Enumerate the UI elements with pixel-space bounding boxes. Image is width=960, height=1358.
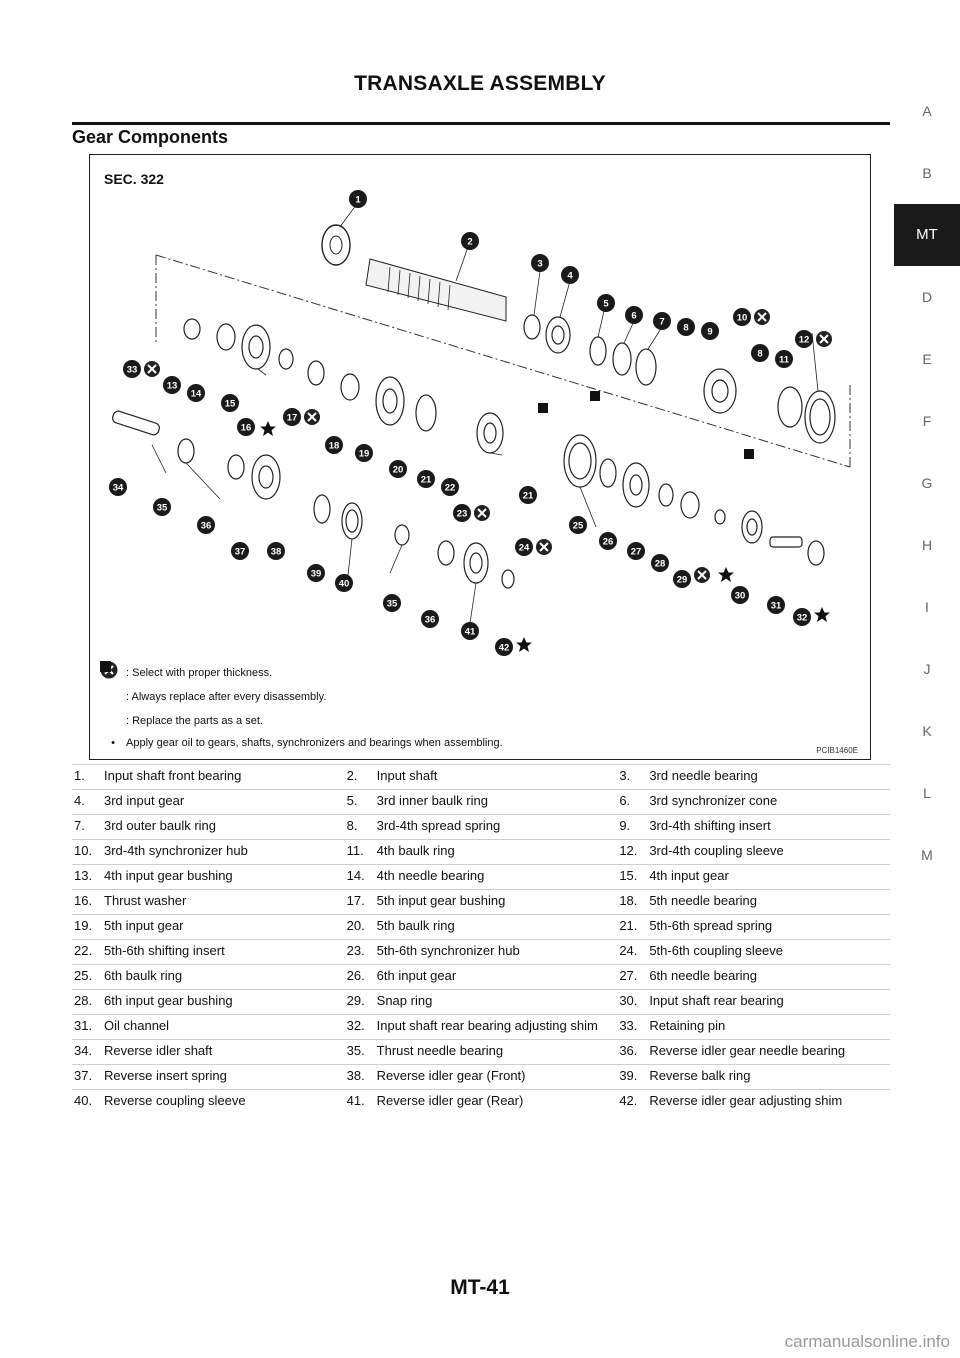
index-tab[interactable]: B <box>922 165 932 181</box>
callout-8b <box>751 344 769 362</box>
index-tab[interactable]: A <box>922 103 932 119</box>
part-name: Snap ring <box>376 993 433 1008</box>
part-name: Input shaft rear bearing adjusting shim <box>376 1018 598 1033</box>
table-cell <box>72 890 345 915</box>
callout-35b <box>383 594 401 612</box>
callout-14 <box>187 384 205 402</box>
callout-30 <box>731 586 749 604</box>
part-number: 8. <box>346 818 358 833</box>
part-number: 15. <box>619 868 638 883</box>
svg-text:12: 12 <box>798 334 810 346</box>
svg-text:24: 24 <box>518 542 530 554</box>
table-row <box>72 790 890 815</box>
callout-1 <box>349 190 367 208</box>
part-number: 28. <box>74 993 93 1008</box>
svg-text:21: 21 <box>522 490 534 502</box>
svg-text:1: 1 <box>355 194 361 206</box>
part-name: 3rd outer baulk ring <box>104 818 217 833</box>
table-cell <box>72 990 345 1015</box>
callout-15 <box>221 394 239 412</box>
part-number: 7. <box>74 818 85 833</box>
part-name: 4th baulk ring <box>376 843 455 858</box>
part-name: Reverse insert spring <box>104 1068 227 1083</box>
part-name: 4th input gear bushing <box>104 868 233 883</box>
legend-text: : Select with proper thickness. <box>126 667 273 679</box>
callout-16 <box>237 418 255 436</box>
table-cell <box>617 765 890 790</box>
table-cell <box>345 1090 618 1115</box>
section-title: Gear Components <box>72 127 229 147</box>
table-row <box>72 965 890 990</box>
svg-text:31: 31 <box>770 600 782 612</box>
svg-text:38: 38 <box>270 546 282 558</box>
part-number: 38. <box>346 1068 365 1083</box>
svg-text:25: 25 <box>572 520 584 532</box>
table-cell <box>617 840 890 865</box>
callout-21 <box>417 470 435 488</box>
part-number: 2. <box>346 768 358 783</box>
part-number: 36. <box>619 1043 638 1058</box>
page-title: TRANSAXLE ASSEMBLY <box>354 72 606 95</box>
part-number: 20. <box>346 918 365 933</box>
callout-26 <box>599 532 617 550</box>
part-name: 6th input gear <box>376 968 457 983</box>
part-name: 5th needle bearing <box>649 893 758 908</box>
part-name: 6th needle bearing <box>649 968 758 983</box>
part-name: Input shaft rear bearing <box>649 993 784 1008</box>
table-cell <box>72 940 345 965</box>
part-name: Thrust needle bearing <box>376 1043 504 1058</box>
svg-text:5: 5 <box>603 298 609 310</box>
svg-text:7: 7 <box>659 316 665 328</box>
table-cell <box>617 1090 890 1115</box>
callout-12 <box>795 330 813 348</box>
table-row <box>72 990 890 1015</box>
svg-text:20: 20 <box>392 464 404 476</box>
part-name: 3rd inner baulk ring <box>376 793 488 808</box>
table-cell <box>345 965 618 990</box>
bullet-icon: • <box>111 737 115 749</box>
svg-text:36: 36 <box>200 520 212 532</box>
callout-21b <box>519 486 537 504</box>
callout-34 <box>109 478 127 496</box>
callout-18 <box>325 436 343 454</box>
table-cell <box>345 915 618 940</box>
callout-25 <box>569 516 587 534</box>
svg-text:35: 35 <box>386 598 398 610</box>
svg-text:34: 34 <box>112 482 124 494</box>
callout-36 <box>197 516 215 534</box>
svg-text:17: 17 <box>286 412 298 424</box>
svg-text:41: 41 <box>464 626 476 638</box>
table-cell <box>72 815 345 840</box>
index-tab-active[interactable]: MT <box>894 204 960 266</box>
legend-row <box>100 661 800 685</box>
callout-6 <box>625 306 643 324</box>
assembly-note: Apply gear oil to gears, shafts, synchronizers and bearings when assembling. <box>126 737 503 749</box>
svg-text:19: 19 <box>358 448 370 460</box>
part-name: 6th baulk ring <box>104 968 183 983</box>
part-name: Reverse idler gear (Rear) <box>376 1093 524 1108</box>
table-cell <box>345 1015 618 1040</box>
table-cell <box>617 940 890 965</box>
part-number: 42. <box>619 1093 638 1108</box>
svg-text:4: 4 <box>567 270 573 282</box>
part-number: 16. <box>74 893 93 908</box>
part-name: 4th input gear <box>649 868 729 883</box>
part-name: 5th-6th spread spring <box>649 918 773 933</box>
svg-text:30: 30 <box>734 590 746 602</box>
svg-text:21: 21 <box>420 474 432 486</box>
figure-code: PCIB1460E <box>816 746 858 755</box>
callout-23 <box>453 504 471 522</box>
callout-3 <box>531 254 549 272</box>
part-name: Reverse idler gear adjusting shim <box>649 1093 843 1108</box>
callout-37 <box>231 542 249 560</box>
callout-5 <box>597 294 615 312</box>
index-tab[interactable]: K <box>922 723 932 739</box>
callout-33 <box>123 360 141 378</box>
legend-row <box>100 709 800 733</box>
part-number: 24. <box>619 943 638 958</box>
table-cell <box>617 1040 890 1065</box>
header-divider <box>72 122 890 125</box>
parts-list-table <box>72 764 890 1114</box>
part-number: 1. <box>74 768 85 783</box>
part-number: 19. <box>74 918 93 933</box>
svg-text:40: 40 <box>338 578 350 590</box>
callout-13 <box>163 376 181 394</box>
part-name: 6th input gear bushing <box>104 993 233 1008</box>
callout-38 <box>267 542 285 560</box>
table-cell <box>345 940 618 965</box>
callout-20 <box>389 460 407 478</box>
svg-text:35: 35 <box>156 502 168 514</box>
part-number: 31. <box>74 1018 93 1033</box>
table-cell <box>72 915 345 940</box>
table-cell <box>617 915 890 940</box>
callout-32 <box>793 608 811 626</box>
exploded-diagram <box>89 154 871 760</box>
part-name: 3rd-4th shifting insert <box>649 818 771 833</box>
part-number: 26. <box>346 968 365 983</box>
callout-7 <box>653 312 671 330</box>
part-number: 4. <box>74 793 85 808</box>
part-name: Retaining pin <box>649 1018 726 1033</box>
table-row <box>72 915 890 940</box>
callout-42 <box>495 638 513 656</box>
table-row <box>72 890 890 915</box>
index-tab[interactable]: J <box>923 661 931 677</box>
table-cell <box>345 865 618 890</box>
part-name: Reverse idler gear (Front) <box>376 1068 526 1083</box>
callout-28 <box>651 554 669 572</box>
part-number: 37. <box>74 1068 93 1083</box>
part-number: 41. <box>346 1093 365 1108</box>
table-cell <box>72 1040 345 1065</box>
callout-17 <box>283 408 301 426</box>
svg-text:11: 11 <box>778 354 790 366</box>
legend-note <box>100 733 800 753</box>
part-name: 5th-6th synchronizer hub <box>376 943 520 958</box>
callout-8 <box>677 318 695 336</box>
part-name: 5th baulk ring <box>376 918 455 933</box>
svg-text:8: 8 <box>683 322 689 334</box>
part-number: 14. <box>346 868 365 883</box>
part-name: 3rd-4th spread spring <box>376 818 501 833</box>
svg-text:42: 42 <box>498 642 510 654</box>
table-cell <box>72 790 345 815</box>
table-cell <box>72 1090 345 1115</box>
watermark-text: carmanualsonline.info <box>784 1332 950 1351</box>
table-cell <box>617 1015 890 1040</box>
table-row <box>72 815 890 840</box>
part-number: 27. <box>619 968 638 983</box>
table-cell <box>345 890 618 915</box>
table-row <box>72 840 890 865</box>
part-name: 3rd-4th synchronizer hub <box>104 843 248 858</box>
table-cell <box>72 1015 345 1040</box>
table-cell <box>72 765 345 790</box>
part-name: 3rd needle bearing <box>649 768 758 783</box>
svg-text:9: 9 <box>707 326 713 338</box>
table-cell <box>617 790 890 815</box>
part-name: Input shaft front bearing <box>104 768 242 783</box>
table-cell <box>345 1040 618 1065</box>
index-tab[interactable]: L <box>923 785 931 801</box>
part-name: Reverse idler gear needle bearing <box>649 1043 846 1058</box>
svg-text:22: 22 <box>444 482 456 494</box>
svg-text:32: 32 <box>796 612 808 624</box>
callout-22 <box>441 478 459 496</box>
callout-24 <box>515 538 533 556</box>
part-number: 25. <box>74 968 93 983</box>
diagram-legend <box>100 661 800 753</box>
part-name: Thrust washer <box>104 893 187 908</box>
part-name: 4th needle bearing <box>376 868 485 883</box>
part-number: 23. <box>346 943 365 958</box>
part-name: Reverse coupling sleeve <box>104 1093 246 1108</box>
part-number: 39. <box>619 1068 638 1083</box>
upper-gear-train-drawing <box>524 312 835 443</box>
part-number: 13. <box>74 868 93 883</box>
svg-text:13: 13 <box>166 380 178 392</box>
callout-29 <box>673 570 691 588</box>
svg-text:15: 15 <box>224 398 236 410</box>
index-tab[interactable]: M <box>921 847 933 863</box>
table-cell <box>345 1065 618 1090</box>
table-cell <box>617 815 890 840</box>
svg-text:10: 10 <box>736 312 748 324</box>
part-number: 30. <box>619 993 638 1008</box>
callout-27 <box>627 542 645 560</box>
part-name: 5th-6th coupling sleeve <box>649 943 784 958</box>
callout-40 <box>335 574 353 592</box>
callout-9 <box>701 322 719 340</box>
part-name: 5th-6th shifting insert <box>104 943 225 958</box>
table-cell <box>345 990 618 1015</box>
index-tab[interactable]: F <box>922 413 932 429</box>
part-number: 17. <box>346 893 365 908</box>
svg-text:6: 6 <box>631 310 637 322</box>
callout-2 <box>461 232 479 250</box>
part-name: 3rd-4th coupling sleeve <box>649 843 784 858</box>
table-cell <box>617 965 890 990</box>
part-number: 6. <box>619 793 631 808</box>
table-cell <box>72 840 345 865</box>
part-number: 34. <box>74 1043 93 1058</box>
part-name: 3rd input gear <box>104 793 185 808</box>
callout-41 <box>461 622 479 640</box>
part-number: 9. <box>619 818 631 833</box>
svg-text:39: 39 <box>310 568 322 580</box>
part-name: 3rd synchronizer cone <box>649 793 778 808</box>
table-row <box>72 765 890 790</box>
table-row <box>72 1090 890 1115</box>
part-number: 35. <box>346 1043 365 1058</box>
svg-text:26: 26 <box>602 536 614 548</box>
table-cell <box>345 815 618 840</box>
part-name: 5th input gear <box>104 918 184 933</box>
part-number: 32. <box>346 1018 365 1033</box>
svg-text:33: 33 <box>126 364 138 376</box>
svg-text:28: 28 <box>654 558 666 570</box>
reverse-idler-train-drawing <box>111 410 514 588</box>
svg-text:36: 36 <box>424 614 436 626</box>
table-cell <box>345 790 618 815</box>
table-row <box>72 940 890 965</box>
table-cell <box>617 1065 890 1090</box>
front-bearing-drawing <box>322 225 350 265</box>
callout-39 <box>307 564 325 582</box>
legend-text: : Always replace after every disassembly. <box>126 691 327 703</box>
table-row <box>72 1040 890 1065</box>
table-cell <box>72 1065 345 1090</box>
svg-text:18: 18 <box>328 440 340 452</box>
table-cell <box>72 865 345 890</box>
svg-text:29: 29 <box>676 574 688 586</box>
table-cell <box>617 990 890 1015</box>
page-number: MT-41 <box>450 1276 510 1299</box>
svg-text:8: 8 <box>757 348 763 360</box>
part-number: 3. <box>619 768 631 783</box>
table-row <box>72 1015 890 1040</box>
section-code-label: SEC. 322 <box>104 171 164 187</box>
callout-10 <box>733 308 751 326</box>
part-name: Input shaft <box>376 768 438 783</box>
table-cell <box>345 840 618 865</box>
part-name: Reverse balk ring <box>649 1068 751 1083</box>
table-cell <box>617 865 890 890</box>
part-name: Reverse idler shaft <box>104 1043 213 1058</box>
table-cell <box>345 765 618 790</box>
part-number: 10. <box>74 843 93 858</box>
part-number: 18. <box>619 893 638 908</box>
index-tab[interactable]: H <box>921 537 933 553</box>
svg-text:2: 2 <box>467 236 473 248</box>
callout-31 <box>767 596 785 614</box>
legend-text: : Replace the parts as a set. <box>126 715 263 727</box>
callout-36b <box>421 610 439 628</box>
index-tab[interactable]: G <box>921 475 933 491</box>
table-cell <box>617 890 890 915</box>
svg-text:23: 23 <box>456 508 468 520</box>
part-name: Oil channel <box>104 1018 170 1033</box>
svg-text:16: 16 <box>240 422 252 434</box>
svg-text:37: 37 <box>234 546 246 558</box>
table-row <box>72 865 890 890</box>
callout-35 <box>153 498 171 516</box>
svg-text:14: 14 <box>190 388 202 400</box>
legend-row <box>100 685 800 709</box>
callout-4 <box>561 266 579 284</box>
callout-19 <box>355 444 373 462</box>
part-number: 21. <box>619 918 638 933</box>
part-name: 5th input gear bushing <box>376 893 506 908</box>
index-tab[interactable]: I <box>925 599 929 615</box>
part-number: 12. <box>619 843 638 858</box>
svg-text:3: 3 <box>537 258 543 270</box>
part-number: 5. <box>346 793 358 808</box>
index-tab[interactable]: D <box>921 289 933 305</box>
part-number: 40. <box>74 1093 93 1108</box>
table-cell <box>72 965 345 990</box>
callout-11 <box>775 350 793 368</box>
part-number: 11. <box>346 843 364 858</box>
part-number: 33. <box>619 1018 638 1033</box>
index-tab[interactable]: E <box>922 351 932 367</box>
part-number: 29. <box>346 993 365 1008</box>
svg-text:27: 27 <box>630 546 642 558</box>
part-number: 22. <box>74 943 93 958</box>
table-row <box>72 1065 890 1090</box>
input-shaft-drawing <box>366 259 506 321</box>
side-index <box>894 80 960 886</box>
